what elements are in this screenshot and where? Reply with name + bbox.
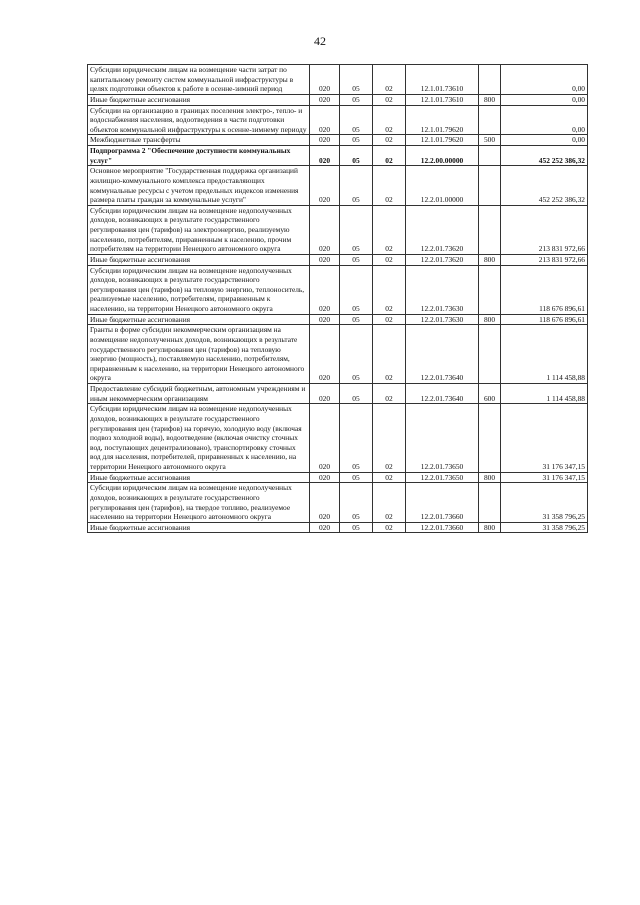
amount: 31 176 347,15 xyxy=(501,404,588,472)
target-article-code: 12.2.01.73640 xyxy=(406,325,479,384)
subsection-code: 02 xyxy=(373,384,406,404)
amount: 0,00 xyxy=(501,94,588,105)
table-row xyxy=(88,94,588,105)
amount: 31 358 796,25 xyxy=(501,483,588,523)
expense-type-code xyxy=(479,483,501,523)
ministry-code: 020 xyxy=(310,254,340,265)
ministry-code: 020 xyxy=(310,522,340,533)
subsection-code: 02 xyxy=(373,205,406,254)
table-row xyxy=(88,265,588,314)
amount: 0,00 xyxy=(501,105,588,135)
target-article-code: 12.2.01.73620 xyxy=(406,205,479,254)
ministry-code: 020 xyxy=(310,472,340,483)
expense-type-code xyxy=(479,166,501,206)
table-row xyxy=(88,105,588,135)
section-code: 05 xyxy=(340,404,373,472)
target-article-code: 12.2.01.73620 xyxy=(406,254,479,265)
target-article-code: 12.1.01.73610 xyxy=(406,65,479,95)
target-article-code: 12.2.01.73630 xyxy=(406,265,479,314)
table-row xyxy=(88,135,588,146)
expense-type-code: 500 xyxy=(479,135,501,146)
row-name: Субсидии на организацию в границах поселения электро-, тепло- и водоснабжения населения, водоотведения в части подготовки объектов коммунальной инфраструктуры к осенне-зимнему периоду xyxy=(88,105,310,135)
subsection-code: 02 xyxy=(373,522,406,533)
table-row xyxy=(88,483,588,523)
expense-type-code: 800 xyxy=(479,94,501,105)
target-article-code: 12.1.01.79620 xyxy=(406,105,479,135)
section-code: 05 xyxy=(340,94,373,105)
amount: 213 831 972,66 xyxy=(501,205,588,254)
section-code: 05 xyxy=(340,166,373,206)
amount: 0,00 xyxy=(501,135,588,146)
table-row xyxy=(88,65,588,95)
section-code: 05 xyxy=(340,325,373,384)
row-name: Субсидии юридическим лицам на возмещение недополученных доходов, возникающих в результате государственного регулирования цен (тарифов) на тепловую энергию, теплоноситель, реализуемые населению, потребителям, приравненным к населению, на территории Ненецкого автономного округа xyxy=(88,265,310,314)
subsection-code: 02 xyxy=(373,166,406,206)
ministry-code: 020 xyxy=(310,265,340,314)
table-row xyxy=(88,146,588,166)
subsection-code: 02 xyxy=(373,472,406,483)
target-article-code: 12.2.01.73630 xyxy=(406,314,479,325)
section-code: 05 xyxy=(340,205,373,254)
ministry-code: 020 xyxy=(310,205,340,254)
expense-type-code: 800 xyxy=(479,314,501,325)
section-code: 05 xyxy=(340,65,373,95)
table-row xyxy=(88,325,588,384)
expense-type-code: 600 xyxy=(479,384,501,404)
expense-type-code xyxy=(479,146,501,166)
expense-type-code: 800 xyxy=(479,254,501,265)
row-name: Межбюджетные трансферты xyxy=(88,135,310,146)
subsection-code: 02 xyxy=(373,265,406,314)
target-article-code: 12.2.01.00000 xyxy=(406,166,479,206)
ministry-code: 020 xyxy=(310,105,340,135)
ministry-code: 020 xyxy=(310,325,340,384)
target-article-code: 12.2.00.00000 xyxy=(406,146,479,166)
expense-type-code xyxy=(479,265,501,314)
subsection-code: 02 xyxy=(373,146,406,166)
target-article-code: 12.2.01.73660 xyxy=(406,522,479,533)
section-code: 05 xyxy=(340,135,373,146)
ministry-code: 020 xyxy=(310,404,340,472)
row-name: Предоставление субсидий бюджетным, автономным учреждениям и иным некоммерческим организациям xyxy=(88,384,310,404)
subsection-code: 02 xyxy=(373,325,406,384)
table-row xyxy=(88,522,588,533)
row-name: Субсидии юридическим лицам на возмещение недополученных доходов, возникающих в результате государственного регулирования цен (тарифов) на электроэнергию, реализуемую населению, потребителям, приравненным к населению, прочим потребителям на территории Ненецкого автономного округа xyxy=(88,205,310,254)
expense-type-code: 800 xyxy=(479,472,501,483)
section-code: 05 xyxy=(340,483,373,523)
table-row xyxy=(88,404,588,472)
ministry-code: 020 xyxy=(310,65,340,95)
table-row xyxy=(88,254,588,265)
expense-type-code xyxy=(479,105,501,135)
row-name: Гранты в форме субсидии некоммерческим организациям на возмещение недополученных доходов, возникающих в результате государственного регулирования цен (тарифов) на тепловую энергию (мощность), поставляемую населению, потребителям, приравненным к населению, на территории Ненецкого автономного округа xyxy=(88,325,310,384)
row-name: Субсидии юридическим лицам на возмещение недополученных доходов, возникающих в результате государственного регулирования цен (тарифов), на твердое топливо, реализуемое населению на территории Ненецкого автономного округа xyxy=(88,483,310,523)
expense-type-code: 800 xyxy=(479,522,501,533)
amount: 213 831 972,66 xyxy=(501,254,588,265)
amount: 1 114 458,88 xyxy=(501,325,588,384)
amount: 31 358 796,25 xyxy=(501,522,588,533)
ministry-code: 020 xyxy=(310,94,340,105)
table-row xyxy=(88,384,588,404)
target-article-code: 12.2.01.73650 xyxy=(406,404,479,472)
amount: 452 252 386,32 xyxy=(501,166,588,206)
ministry-code: 020 xyxy=(310,166,340,206)
expense-type-code xyxy=(479,205,501,254)
ministry-code: 020 xyxy=(310,384,340,404)
section-code: 05 xyxy=(340,384,373,404)
section-code: 05 xyxy=(340,522,373,533)
page-number: 42 xyxy=(314,34,326,48)
ministry-code: 020 xyxy=(310,314,340,325)
target-article-code: 12.2.01.73640 xyxy=(406,384,479,404)
row-name: Субсидии юридическим лицам на возмещение части затрат по капитальному ремонту систем коммунальной инфраструктуры в целях подготовки объектов к работе в осенне-зимний период xyxy=(88,65,310,95)
ministry-code: 020 xyxy=(310,483,340,523)
row-name: Субсидии юридическим лицам на возмещение недополученных доходов, возникающих в результате государственного регулирования цен (тарифов) на горячую, холодную воду (включая подвоз холодной воды), водоотведение (включая очистку сточных вод, поступающих децентрализовано), транспортировку сточных вод для населения, потребителей, приравненных к населению, на территории Ненецкого автономного округа xyxy=(88,404,310,472)
section-code: 05 xyxy=(340,265,373,314)
subsection-code: 02 xyxy=(373,65,406,95)
row-name: Иные бюджетные ассигнования xyxy=(88,314,310,325)
table-row xyxy=(88,472,588,483)
expense-type-code xyxy=(479,325,501,384)
amount: 118 676 896,61 xyxy=(501,314,588,325)
subsection-code: 02 xyxy=(373,94,406,105)
target-article-code: 12.2.01.73660 xyxy=(406,483,479,523)
row-name: Подпрограмма 2 "Обеспечение доступности коммунальных услуг" xyxy=(88,146,310,166)
subsection-code: 02 xyxy=(373,314,406,325)
amount: 0,00 xyxy=(501,65,588,95)
table-row xyxy=(88,166,588,206)
amount: 1 114 458,88 xyxy=(501,384,588,404)
subsection-code: 02 xyxy=(373,254,406,265)
amount: 31 176 347,15 xyxy=(501,472,588,483)
ministry-code: 020 xyxy=(310,135,340,146)
row-name: Иные бюджетные ассигнования xyxy=(88,472,310,483)
target-article-code: 12.2.01.73650 xyxy=(406,472,479,483)
subsection-code: 02 xyxy=(373,404,406,472)
amount: 118 676 896,61 xyxy=(501,265,588,314)
budget-table xyxy=(87,64,588,533)
budget-table-body xyxy=(88,65,588,533)
table-row xyxy=(88,205,588,254)
subsection-code: 02 xyxy=(373,135,406,146)
section-code: 05 xyxy=(340,472,373,483)
target-article-code: 12.1.01.73610 xyxy=(406,94,479,105)
section-code: 05 xyxy=(340,254,373,265)
expense-type-code xyxy=(479,65,501,95)
ministry-code: 020 xyxy=(310,146,340,166)
section-code: 05 xyxy=(340,105,373,135)
target-article-code: 12.1.01.79620 xyxy=(406,135,479,146)
row-name: Иные бюджетные ассигнования xyxy=(88,94,310,105)
row-name: Иные бюджетные ассигнования xyxy=(88,522,310,533)
section-code: 05 xyxy=(340,314,373,325)
section-code: 05 xyxy=(340,146,373,166)
expense-type-code xyxy=(479,404,501,472)
table-row xyxy=(88,314,588,325)
subsection-code: 02 xyxy=(373,483,406,523)
row-name: Основное мероприятие "Государственная поддержка организаций жилищно-коммунального комплекса предоставляющих коммунальные ресурсы с учетом предельных индексов изменения размера платы граждан за коммунальные услуги" xyxy=(88,166,310,206)
subsection-code: 02 xyxy=(373,105,406,135)
amount: 452 252 386,32 xyxy=(501,146,588,166)
row-name: Иные бюджетные ассигнования xyxy=(88,254,310,265)
